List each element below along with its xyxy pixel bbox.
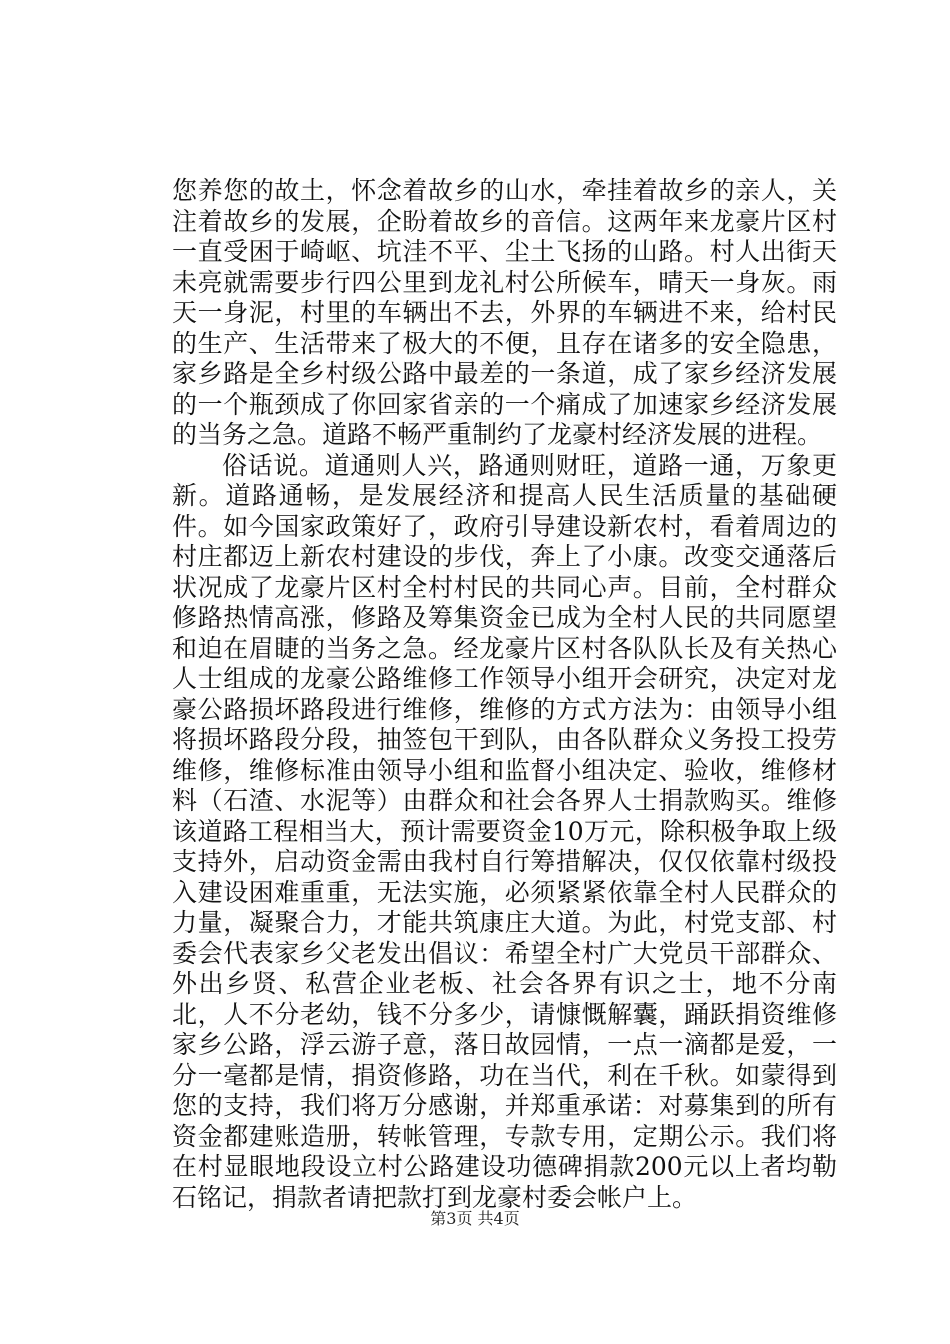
paragraph-2: 俗话说。道通则人兴，路通则财旺，道路一通，万象更新。道路通畅，是发展经济和提高人民生活质量的基础硬件。如今国家政策好了，政府引导建设新农村，看着周边的村庄都迈上新农村建设的步伐，奔上了小康。改变交通落后状况成了龙豪片区村全村村民的共同心声。目前，全村群众修路热情高涨，修路及筹集资金已成为全村人民的共同愿望和迫在眉睫的当务之急。经龙豪片区村各队队长及有关热心人士组成的龙豪公路维修工作领导小组开会研究，决定对龙豪公路损坏路段进行维修，维修的方式方法为：由领导小组将损坏路段分段，抽签包干到队，由各队群众义务投工投劳维修，维修标准由领导小组和监督小组决定、验收，维修材料（石渣、水泥等）由群众和社会各界人士捐款购买。维修该道路工程相当大，预计需要资金10万元，除积极争取上级支持外，启动资金需由我村自行筹措解决，仅仅依靠村级投入建设困难重重，无法实施，必须紧紧依靠全村人民群众的力量，凝聚合力，才能共筑康庄大道。为此，村党支部、村委会代表家乡父老发出倡议：希望全村广大党员干部群众、外出乡贤、私营企业老板、社会各界有识之士，地不分南北，人不分老幼，钱不分多少，请慷慨解囊，踊跃捐资维修家乡公路，浮云游子意，落日故园情，一点一滴都是爱，一分一毫都是情，捐资修路，功在当代，利在千秋。如蒙得到您的支持，我们将万分感谢，并郑重承诺：对募集到的所有资金都建账造册，转帐管理，专款专用，定期公示。我们将在村显眼地段设立村公路建设功德碑捐款200元以上者均勒石铭记，捐款者请把款打到龙豪村委会帐户上。 xyxy=(172,450,837,1212)
paragraph-1: 您养您的故土，怀念着故乡的山水，牵挂着故乡的亲人，关注着故乡的发展，企盼着故乡的音信。这两年来龙豪片区村一直受困于崎岖、坑洼不平、尘土飞扬的山路。村人出街天未亮就需要步行四公里到龙礼村公所候车，晴天一身灰。雨天一身泥，村里的车辆出不去，外界的车辆进不来，给村民的生产、生活带来了极大的不便，且存在诸多的安全隐患，家乡路是全乡村级公路中最差的一条道，成了家乡经济发展的一个瓶颈成了你回家省亲的一个痛成了加速家乡经济发展的当务之急。道路不畅严重制约了龙豪村经济发展的进程。 xyxy=(172,176,837,449)
document-body xyxy=(172,176,837,1213)
page-number-footer: 第3页 共4页 xyxy=(430,1209,520,1228)
